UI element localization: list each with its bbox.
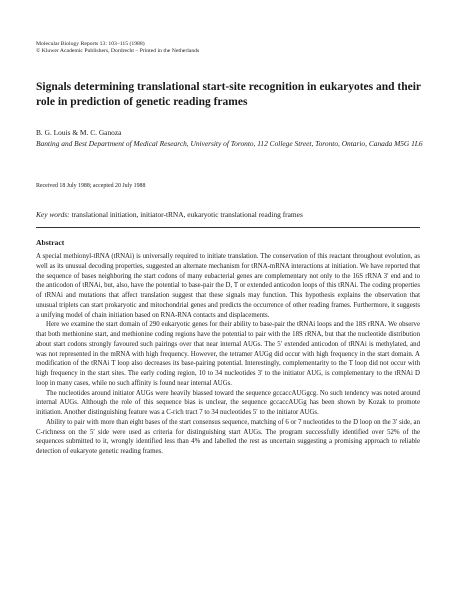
publisher-line: © Kluwer Academic Publishers, Dordrecht – Printed in the Netherlands xyxy=(36,48,200,55)
abstract-heading: Abstract xyxy=(36,238,65,247)
keywords-label: Key words: xyxy=(36,210,70,219)
section-divider xyxy=(36,227,420,228)
article-title: Signals determining translational start-site recognition in eukaryotes and their role in prediction of genetic reading frames xyxy=(36,81,421,108)
affiliation: Banting and Best Department of Medical Research, University of Toronto, 112 College Street, Toronto, Ontario, Canada M5G 1L6 xyxy=(36,139,423,148)
keywords xyxy=(36,210,426,220)
abstract-paragraph: Here we examine the start domain of 290 eukaryotic genes for their ability to base-pair the tRNAi loops and the 18S rRNA. We observe that both methionine start, and methionine coding regions have the potential to pair with the 18S rRNA, but that the nucleotide distribution about start codons strongly favoured such pairings over that near internal AUGs. The 5′ extended anticodon of tRNAi is methylated, and was not represented in the mRNA with high frequency. However, the tetramer AUGg did occur with high frequency in the start domain. A modification of the tRNAi T loop also decreases its base-pairing potential. Interestingly, complementarity to the T loop did not occur with high frequency in the start sites. The early coding region, 10 to 34 nucleotides 3′ to the initiator AUG, is complementary to the tRNAi D loop in many cases, while no such affinity is found near internal AUGs. xyxy=(36,321,420,387)
abstract-paragraph: Ability to pair with more than eight bases of the start consensus sequence, matching of 6 or 7 nucleotides to the D loop on the 3′ side, an C-richness on the 5′ side were used as criteria for distinguishing start AUGs. The program successfully identified over 52% of the sequences submitted to it, wrongly identified less than 4% and labelled the rest as uncertain suggesting a promising approach to reliable detection of eukaryote genetic reading frames. xyxy=(36,418,420,455)
journal-citation: Molecular Biology Reports 13: 103–115 (1988) xyxy=(36,41,145,47)
author-list: B. G. Louis & M. C. Ganoza xyxy=(36,128,122,137)
journal-header xyxy=(36,41,416,55)
keywords-text: translational initiation, initiator-tRNA, eukaryotic translational reading frames xyxy=(71,210,303,219)
received-dates: Received 18 July 1988; accepted 20 July 1988 xyxy=(36,183,146,189)
abstract-paragraph: The nucleotides around initiator AUGs were heavily biassed toward the sequence gccaccAUGgcg. No such tendency was noted around internal AUGs. Although the role of this sequence bias is unclear, the sequence gccaccAUGg has been shown by Kozak to promote initiation. Another distinguishing feature was a C-rich tract 7 to 34 nucleotides 5′ to the initiator AUGs. xyxy=(36,389,420,416)
abstract-paragraph: A special methionyl-tRNA (tRNAi) is universally required to initiate translation. The conservation of this reactant throughout evolution, as well as its unusual decoding properties, suggested an alternate mechanism for tRNA-mRNA interactions at initiation. We have reported that the sequence of bases neighboring the start codons of many eubacterial genes are complementary not only to the 16S rRNA 3′ end and to the anticodon of tRNAi, but, also, have the potential to base-pair the D, T or extended anticodon loops of this tRNAi. The coding properties of tRNAi and mutations that affect translation suggest that these signals may function. This hypothesis explains the observation that unusual triplets can start prokaryotic and mitochondrial genes and predicts the occurrence of other reading frames. Furthermore, it suggests a unifying model of chain initiation based on RNA-RNA contacts and displacements. xyxy=(36,253,420,319)
abstract-body xyxy=(36,252,420,457)
